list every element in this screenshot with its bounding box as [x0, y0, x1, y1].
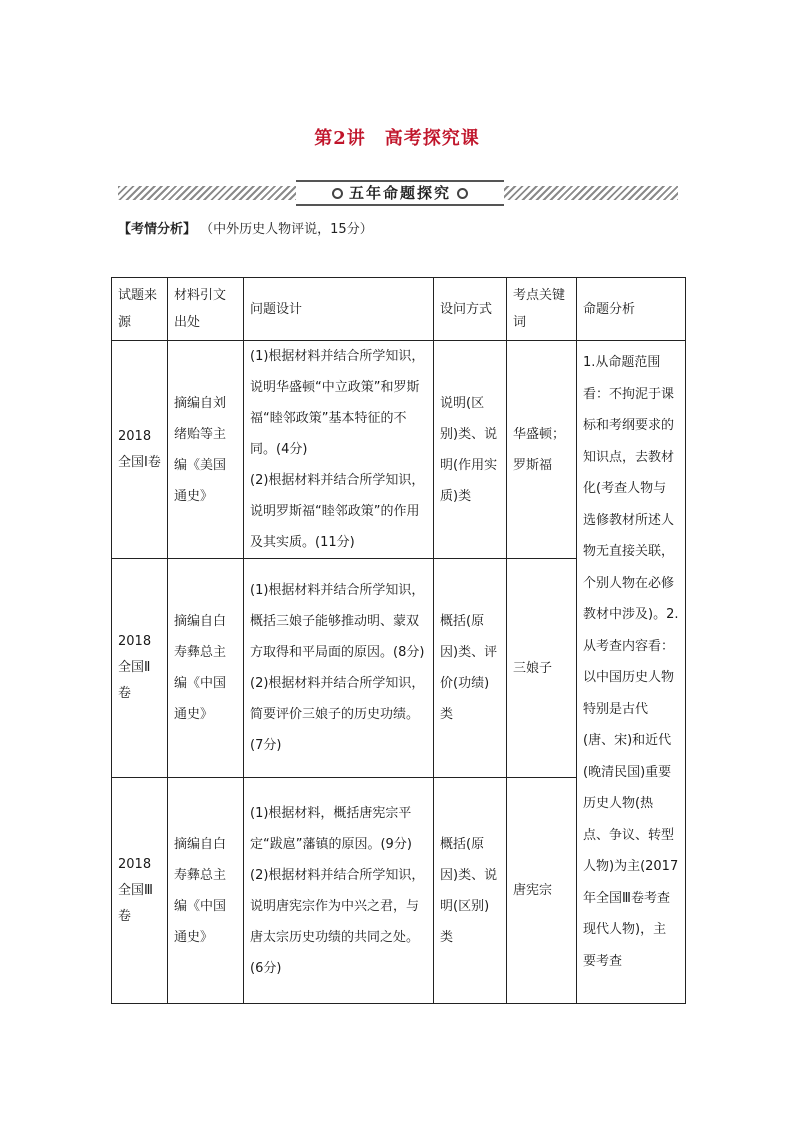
row-keywords: 唐宪宗: [507, 778, 577, 1004]
row-questions: [244, 341, 434, 559]
row-source: 2018全国Ⅱ卷: [112, 559, 168, 778]
row-questions: [244, 778, 434, 1004]
banner-dot-right-icon: [457, 188, 468, 199]
question-2: (2)根据材料并结合所学知识，简要评价三娘子的历史功绩。(7分): [250, 676, 425, 753]
row-method: 概括(原因)类、评价(功绩)类: [434, 559, 507, 778]
header-analysis: 命题分析: [577, 278, 686, 341]
question-2: (2)根据材料并结合所学知识，说明罗斯福“睦邻政策”的作用及其实质。(11分): [250, 473, 425, 550]
row-citation: 摘编自刘绪贻等主编《美国通史》: [168, 341, 244, 559]
header-questions: 问题设计: [244, 278, 434, 341]
page-title: 第2讲 高考探究课: [314, 128, 480, 149]
question-2: (2)根据材料并结合所学知识，说明唐宪宗作为中兴之君，与唐太宗历史功绩的共同之处。(6分): [250, 867, 425, 976]
table-row: [112, 341, 686, 559]
row-citation: 摘编自白寿彝总主编《中国通史》: [168, 559, 244, 778]
row-keywords: 三娘子: [507, 559, 577, 778]
row-citation: 摘编自白寿彝总主编《中国通史》: [168, 778, 244, 1004]
banner-dot-left-icon: [332, 188, 343, 199]
header-source: 试题来源: [112, 278, 168, 341]
question-1: (1)根据材料并结合所学知识，说明华盛顿“中立政策”和罗斯福“睦邻政策”基本特征的不同。(4分): [250, 349, 425, 457]
exam-analysis: [118, 218, 373, 237]
section-banner: [118, 180, 678, 206]
row-method: 说明(区别)类、说明(作用实质)类: [434, 341, 507, 559]
row-source: 2018全国Ⅲ卷: [112, 778, 168, 1004]
exam-analysis-detail: （中外历史人物评说，15分）: [200, 222, 373, 237]
analysis-cell: 1.从命题范围看：不拘泥于课标和考纲要求的知识点，去教材化(考查人物与选修教材所述人物无直接关联，个别人物在必修教材中涉及)。2.从考查内容看：以中国历史人物特别是古代(唐、宋)和近代(晚清民国)重要历史人物(热点、争议、转型人物)为主(2017年全国Ⅲ卷考查现代人物)，主要考查: [577, 341, 686, 1004]
header-keywords: 考点关键词: [507, 278, 577, 341]
row-source: 2018全国Ⅰ卷: [112, 341, 168, 559]
question-1: (1)根据材料并结合所学知识，概括三娘子能够推动明、蒙双方取得和平局面的原因。(8分): [250, 583, 425, 660]
row-method: 概括(原因)类、说明(区别)类: [434, 778, 507, 1004]
header-method: 设问方式: [434, 278, 507, 341]
row-questions: [244, 559, 434, 778]
question-1: (1)根据材料，概括唐宪宗平定“跋扈”藩镇的原因。(9分): [250, 805, 412, 852]
exam-table: [111, 277, 686, 1004]
header-citation: 材料引文出处: [168, 278, 244, 341]
exam-analysis-head: 【考情分析】: [118, 222, 197, 237]
banner-text: 五年命题探究: [348, 184, 451, 202]
table-header-row: [112, 278, 686, 341]
banner-plate: [296, 180, 504, 206]
row-keywords: 华盛顿；罗斯福: [507, 341, 577, 559]
